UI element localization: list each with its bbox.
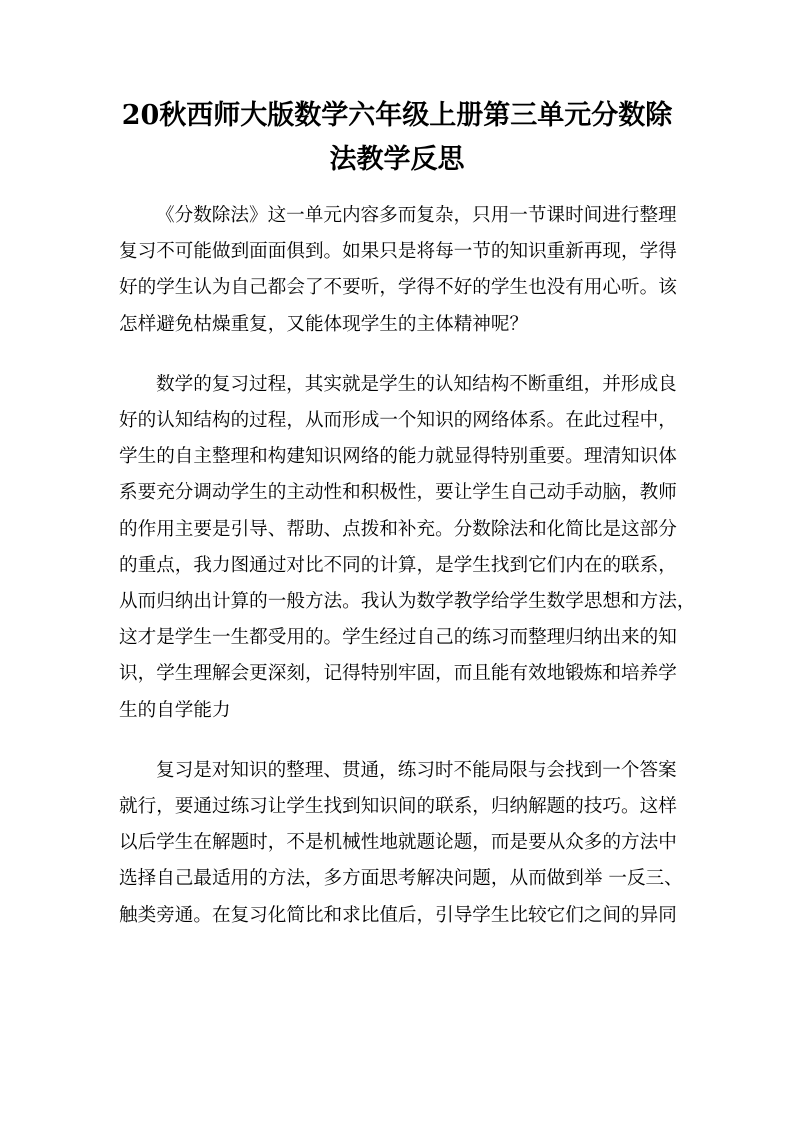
text-line: 好的学生认为自己都会了不要听，学得不好的学生也没有用心听。该 [119,277,677,299]
text-line: 生的自学能力 [119,699,231,721]
paragraph-1 [119,198,685,343]
title-line-1: 20秋西师大版数学六年级上册第三单元分数除 [121,100,673,131]
text-line: 选择自己最适用的方法，多方面思考解决问题，从而做到举 一反三、 [119,868,683,890]
text-line: 复习不可能做到面面俱到。如果只是将每一节的知识重新再现，学得 [119,241,677,263]
document-body [119,198,696,934]
text-line: 数学的复习过程，其实就是学生的认知结构不断重组，并形成良 [156,373,677,395]
text-line: 这才是学生一生都受用的。学生经过自己的练习而整理归纳出来的知 [119,627,677,649]
paragraph-spacer [119,343,685,367]
paragraph-3 [119,753,685,934]
text-line: 的重点，我力图通过对比不同的计算，是学生找到它们内在的联系， [119,554,677,576]
text-line: 学生的自主整理和构建知识网络的能力就显得特别重要。理清知识体 [119,446,677,468]
paragraph-spacer [119,729,685,753]
text-line: 的作用主要是引导、帮助、点拨和补充。分数除法和化简比是这部分 [119,518,677,540]
text-line: 系要充分调动学生的主动性和积极性，要让学生自己动手动脑，教师 [119,482,677,504]
text-line: 识，学生理解会更深刻，记得特别牢固，而且能有效地锻炼和培养学 [119,663,677,685]
text-line: 以后学生在解题时，不是机械性地就题论题，而是要从众多的方法中 [119,832,677,854]
text-line: 就行，要通过练习让学生找到知识间的联系，归纳解题的技巧。这样 [119,796,677,818]
document-title [100,94,694,182]
text-line: 好的认知结构的过程，从而形成一个知识的网络体系。在此过程中， [119,410,677,432]
text-line: 触类旁通。在复习化简比和求比值后，引导学生比较它们之间的异同 [119,904,677,926]
text-line: 《分数除法》这一单元内容多而复杂，只用一节课时间进行整理 [156,205,677,226]
text-line: 从而归纳出计算的一般方法。我认为数学教学给学生数学思想和方法， [119,591,696,613]
paragraph-2 [119,367,696,729]
text-line: 复习是对知识的整理、贯通，练习时不能局限与会找到一个答案 [156,759,677,781]
text-line: 怎样避免枯燥重复，又能体现学生的主体精神呢？ [119,313,529,335]
title-line-2: 法教学反思 [329,144,465,175]
